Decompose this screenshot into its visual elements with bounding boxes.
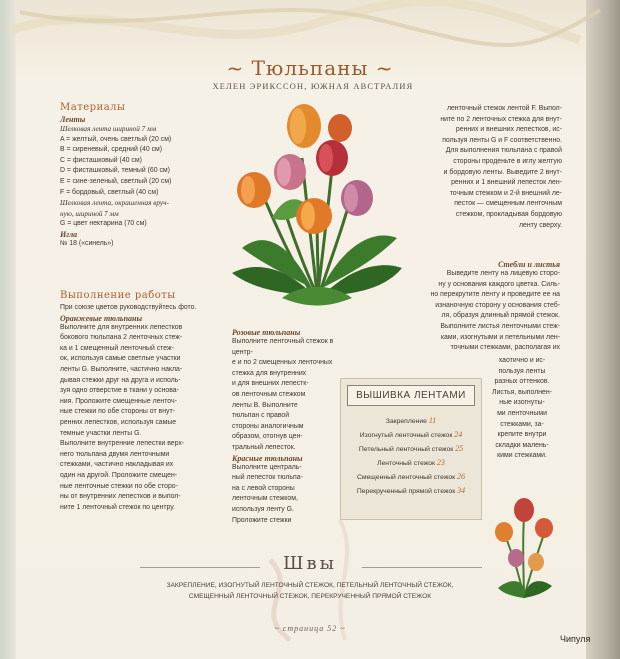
text-line: используя ленту G. bbox=[232, 505, 294, 513]
stitch-name: Закрепление bbox=[385, 418, 427, 425]
stitch-name: Ленточный стежок bbox=[377, 460, 436, 467]
middle-column bbox=[232, 328, 336, 526]
pink-tulips-subheading: Розовые тюльпаны bbox=[232, 328, 301, 337]
text-line: ренних и 1 внешний лепесток лен- bbox=[451, 179, 562, 187]
watermark-text: Чипуля bbox=[560, 634, 591, 644]
text-line: ренних лепестков, используя самые bbox=[60, 418, 177, 426]
text-line: ленты G. Выполните, частично накла- bbox=[60, 365, 183, 373]
orange-tulips-text bbox=[60, 323, 220, 514]
red-tulips-continued-text bbox=[392, 104, 562, 231]
stems-leaves-section bbox=[396, 260, 560, 354]
text-line: Выполните ленточный стежок в центр- bbox=[232, 338, 334, 356]
ribbon-embroidery-sidebar bbox=[340, 378, 482, 520]
divider-left bbox=[140, 567, 260, 568]
text-line: ка и 1 смещенный ленточный стеж- bbox=[60, 344, 174, 352]
stitch-index-list bbox=[341, 414, 481, 498]
ribbon-item: F = бордовый, светлый (40 см) bbox=[60, 188, 159, 196]
text-line: изнаночную сторону у основания стеб- bbox=[435, 301, 560, 309]
ribbon-item: D = фисташковый, темный (60 см) bbox=[60, 167, 170, 175]
needle-subheading: Игла bbox=[60, 229, 78, 239]
stitch-index-item bbox=[341, 414, 481, 428]
stitch-name: Перекрученный прямой стежок bbox=[356, 488, 456, 495]
text-line: е и по 2 смещенных ленточных bbox=[232, 359, 333, 367]
text-line: Выполните листья ленточными стеж- bbox=[440, 322, 560, 330]
seams-title: Швы bbox=[283, 553, 337, 574]
text-line: ные стежки по обе стороны от внут- bbox=[60, 408, 175, 416]
pink-tulips-text bbox=[232, 337, 336, 454]
text-line: но перекрутите ленту и проведите ее на bbox=[430, 291, 560, 299]
small-floral-illustration bbox=[488, 488, 560, 606]
text-line: ные изогнуты- bbox=[499, 399, 545, 407]
stems-leaves-text-cont bbox=[482, 356, 562, 462]
stitch-page: 24 bbox=[454, 430, 463, 439]
text-line: тюльпан с правой bbox=[232, 412, 290, 420]
ribbons-subheading: Ленты bbox=[60, 115, 86, 124]
stitch-name: Изогнутый ленточный стежок bbox=[359, 432, 453, 439]
page-right-edge bbox=[586, 0, 620, 659]
needle-value: № 18 («синель») bbox=[60, 239, 114, 247]
stitch-page: 11 bbox=[428, 416, 437, 425]
text-line: ренних и внешних лепестков, ис- bbox=[455, 126, 562, 134]
sidebar-title: ВЫШИВКА ЛЕНТАМИ bbox=[347, 385, 475, 406]
stitch-page: 23 bbox=[436, 458, 445, 467]
stitch-index-item bbox=[341, 484, 481, 498]
stems-leaves-text bbox=[396, 269, 560, 354]
text-line: точным стежком и 2-й внешний ле- bbox=[449, 189, 562, 197]
stitch-page: 25 bbox=[455, 444, 464, 453]
page-number: ~ страница 52 ~ bbox=[274, 624, 346, 633]
text-line: стежка для внутренних bbox=[232, 369, 307, 377]
text-line: Выполните внутренние лепестки верх- bbox=[60, 440, 185, 448]
text-line: образом, отогнув цен- bbox=[232, 433, 303, 441]
text-line: стежками, частично накладывая их bbox=[60, 461, 174, 469]
text-line: ленточным стежком, bbox=[232, 495, 298, 503]
text-line: ния. Проложите смещенные ленточ- bbox=[60, 397, 177, 405]
text-line: ов ленточным стежком bbox=[232, 390, 306, 398]
text-line: ны от внутренних лепестков и выпол- bbox=[60, 493, 181, 501]
red-tulips-text bbox=[232, 463, 336, 527]
text-line: стороны проденьте в иглу желтую bbox=[453, 157, 562, 165]
text-line: него тюльпана двумя ленточными bbox=[60, 450, 170, 458]
stitch-index-item bbox=[341, 428, 481, 442]
work-section bbox=[60, 290, 220, 513]
text-line: Выведите ленту на лицевую сторо- bbox=[446, 270, 560, 277]
text-line: и для внешних лепестк- bbox=[232, 380, 309, 388]
seams-line: ЗАКРЕПЛЕНИЕ, ИЗОГНУТЫЙ ЛЕНТОЧНЫЙ СТЕЖОК, ПЕТЕЛЬНЫЙ ЛЕНТОЧНЫЙ СТЕЖОК, bbox=[166, 582, 454, 589]
text-line: на с левой стороны bbox=[232, 484, 295, 492]
stitch-index-item bbox=[341, 456, 481, 470]
author-line: ХЕЛЕН ЭРИКССОН, ЮЖНАЯ АВСТРАЛИЯ bbox=[212, 82, 414, 91]
right-column bbox=[392, 104, 562, 231]
text-line: ните 1 ленточный стежок по центру. bbox=[60, 503, 175, 511]
text-line: ленточный стежок лентой F. Выпол- bbox=[446, 105, 562, 112]
text-line: ните по 2 ленточных стежка для внут- bbox=[440, 115, 562, 123]
text-line: Выполните централь- bbox=[232, 463, 302, 471]
ribbon-item: B = сиреневый, средний (40 см) bbox=[60, 146, 163, 154]
text-line: пользуя ленты bbox=[498, 367, 546, 375]
text-line: Выполните для внутренних лепестков bbox=[60, 323, 183, 331]
text-line: пользуя ленты G и F соответственно. bbox=[442, 136, 562, 144]
text-line: хаотично и ис- bbox=[498, 357, 546, 364]
text-line: разных оттенков. bbox=[494, 378, 550, 386]
text-line: ленты B. Выполните bbox=[232, 401, 298, 409]
ribbon-item: C = фисташковый (40 см) bbox=[60, 156, 142, 164]
stems-leaves-subheading: Стебли и листья bbox=[498, 260, 560, 269]
text-line: зуя одно отверстие в ткани у основа- bbox=[60, 387, 179, 395]
silk-ribbon-7mm: Шелковая лента шириной 7 мм bbox=[60, 125, 157, 133]
text-line: складки малень- bbox=[495, 441, 549, 449]
text-line: один на другой. Проложите смещен- bbox=[60, 471, 178, 479]
text-line: ля, образуя длинный прямой стежок. bbox=[441, 312, 560, 320]
text-line: тральный лепесток. bbox=[232, 443, 296, 451]
text-line: ми ленточными bbox=[497, 409, 547, 417]
text-line: ками, изогнутыми и петельными лен- bbox=[440, 333, 560, 341]
text-line: крепите внутри bbox=[497, 431, 547, 439]
text-line: стежками, за- bbox=[500, 420, 544, 428]
stitch-name: Петельный ленточный стежок bbox=[358, 446, 454, 453]
text-line: точными стежками, располагая их bbox=[450, 344, 560, 352]
text-line: стороны аналогичным bbox=[232, 422, 304, 430]
work-heading: Выполнение работы bbox=[60, 290, 176, 301]
text-line: дывая стежки друг на друга и исполь- bbox=[60, 376, 181, 384]
page-left-edge bbox=[0, 0, 16, 659]
text-line: Для выполнения тюльпана с правой bbox=[445, 147, 562, 155]
stitch-page: 26 bbox=[457, 472, 466, 481]
tulip-bouquet-illustration bbox=[222, 98, 412, 313]
page-title: ~ Тюльпаны ~ bbox=[226, 56, 394, 80]
ribbon-item: A = желтый, очень светлый (20 см) bbox=[60, 135, 172, 143]
stitch-index-item bbox=[341, 470, 481, 484]
ribbon-item: E = сине-зеленый, светлый (20 см) bbox=[60, 177, 172, 185]
hand-dyed-ribbon-line1: Шелковая лента, окрашенная вруч- bbox=[60, 199, 169, 208]
text-line: ок, используя самые светлые участки bbox=[60, 355, 181, 363]
orange-tulips-subheading: Оранжевые тюльпаны bbox=[60, 313, 143, 323]
text-line: стежком, прокладывая бордовую bbox=[455, 210, 562, 218]
text-line: ленту сверху. bbox=[519, 221, 562, 229]
ribbon-list bbox=[60, 135, 228, 199]
text-line: ну у основания каждого цветка. Силь- bbox=[438, 280, 560, 288]
work-intro: При союзе цветов руководствуйтесь фото. bbox=[60, 304, 197, 311]
hand-dyed-ribbon-line2: ную, шириной 7 мм bbox=[60, 209, 119, 218]
stems-leaves-continued bbox=[482, 356, 562, 462]
text-line: бокового тюльпана 2 ленточных стеж- bbox=[60, 334, 183, 342]
seams-list bbox=[140, 580, 480, 602]
stitch-name: Смещенный ленточный стежок bbox=[356, 474, 456, 481]
red-tulips-subheading: Красные тюльпаны bbox=[232, 453, 303, 463]
stitch-page: 34 bbox=[457, 486, 466, 495]
text-line: ный лепесток тюльпа- bbox=[232, 474, 303, 482]
ribbon-item-g: G = цвет нектарина (70 см) bbox=[60, 220, 147, 228]
materials-heading: Материалы bbox=[60, 102, 126, 113]
divider-right bbox=[362, 567, 482, 568]
materials-section bbox=[60, 102, 228, 250]
text-line: темные участки ленты G. bbox=[60, 429, 142, 437]
text-line: Листья, выполнен- bbox=[492, 388, 552, 396]
text-line: Проложите стежки bbox=[232, 516, 292, 524]
text-line: песток — смещенным ленточным bbox=[454, 200, 562, 208]
seams-line: СМЕЩЕННЫЙ ЛЕНТОЧНЫЙ СТЕЖОК, ПЕРЕКРУЧЕННЫЙ ПРЯМОЙ СТЕЖОК bbox=[188, 593, 432, 600]
text-line: и бордовую ленты. Выведите 2 внут- bbox=[443, 168, 562, 176]
text-line: ные ленточные стежки по обе сторо- bbox=[60, 482, 178, 490]
stitch-index-item bbox=[341, 442, 481, 456]
text-line: кими стежками. bbox=[497, 452, 547, 460]
